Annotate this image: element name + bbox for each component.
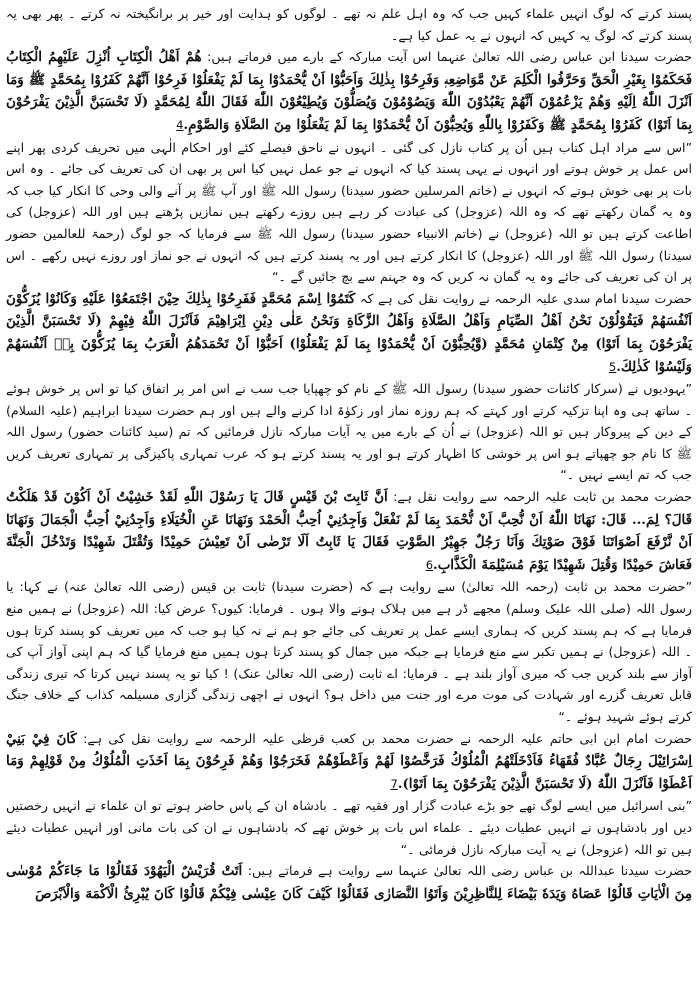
paragraph-intro <box>6 3 692 46</box>
urdu-text: حضرت محمد بن ثابت علیہ الرحمہ سے روایت نقل ہے: <box>393 489 692 505</box>
paragraph-translation <box>6 378 692 486</box>
arabic-text: هُمْ اَهْلُ الْكِتَابِ اُنْزِلَ عَلَيْهِمُ الْكِتَابُ فَحَكَمُوْا بِغَيْرِ الْحَقِّ وَحَرَّفُوا الْكَلِمَ عَنْ مَّوَاضِعِهٖ وَفَرِحُوْا بِذٰلِكَ وَاَحَبُّوْا اَنْ يُّحْمَدُوْا بِمَا لَمْ يَفْعَلُوْا فَرِحُوْا اَنَّهُمْ كَفَرُوْا بِمُحَمَّدٍ ﷺ وَمَا اَنْزَلَ اللّٰهُ اِلَيْهِ وَهُمْ يَزْعُمُوْنَ اَنَّهُمْ يَعْبُدُوْنَ اللّٰهَ وَيَصُوْمُوْنَ وَيُصَلُّوْنَ وَيُطِيْعُوْنَ اللّٰهَ فَقَالَ اللّٰهُ لِمُحَمَّدٍ (لَا تَحْسَبَنَّ الَّذِيْنَ يَفْرَحُوْنَ بِمَا اَتَوْا) كَفَرُوْا بِمُحَمَّدٍ ﷺ وَكَفَرُوْا بِاللّٰهِ وَيُحِبُّوْنَ اَنْ يُّحْمَدُوْا بِمَا لَمْ يَفْعَلُوْا مِنَ الصَّلَاةِ وَالصَّوْمِ. <box>6 49 692 133</box>
footnote-ref[interactable]: 5 <box>608 359 617 374</box>
paragraph-ibn-abbas-narration <box>6 46 692 136</box>
arabic-text: كَانَ فِيْ بَنِيْ اِسْرَائِيْلَ رِجَالٌ عُبَّادٌ فُقَهَاءُ فَاَدْخَلَتْهُمُ الْمُلُوْكُ فَرَخَّصُوْا لَهُمْ وَاَعْطَوْهُمْ فَخَرَجُوْا وَهُمْ فَرِحُوْنَ بِمَا اَخَذَتِ الْمُلُوْكُ مِنْ قَوْلِهِمْ وَمَا اَعْطَوْا فَاَنْزَلَ اللّٰهُ (لَا تَحْسَبَنَّ الَّذِيْنَ يَفْرَحُوْنَ بِمَا اَتَوْا). <box>6 730 692 792</box>
urdu-text: حضرت سیدنا عبداللہ بن عباس رضی اللہ تعالیٰ عنہما سے روایت ہے فرماتے ہیں: <box>247 863 692 879</box>
paragraph-ibn-abi-hatim-narration <box>6 728 692 796</box>
urdu-text: حضرت سیدنا ابن عباس رضی اللہ تعالیٰ عنہما اس آیت مبارکہ کے بارے میں فرماتے ہیں: <box>207 49 692 65</box>
paragraph-translation <box>6 137 692 288</box>
footnote-ref[interactable]: 4 <box>176 117 184 132</box>
urdu-text: حضرت سیدنا امام سدی علیہ الرحمہ نے روایت نقل کی ہے کہ <box>359 290 692 306</box>
paragraph-muhammad-bin-thabit-narration <box>6 486 692 576</box>
urdu-text: ”بنی اسرائیل میں ایسے لوگ تھے جو بڑے عبادت گزار اور فقیہ تھے ۔ بادشاہ ان کے پاس حاضر ہوتے تو ان علماء نے انہیں رخصتیں دیں اور بادشاہوں نے انہیں عطیات دیئے ۔ علماء اس بات پر خوش تھے کہ بادشاہوں نے ان کی بات مانی اور انہیں عطیات دیئے ہیں تو اللہ (عزوجل) نے یہ آیت مبارکہ نازل فرمائی ۔“ <box>6 798 692 857</box>
paragraph-abdullah-ibn-abbas-narration <box>6 860 692 905</box>
paragraph-suddi-narration <box>6 288 692 378</box>
footnote-ref[interactable]: 6 <box>425 557 434 572</box>
arabic-text: اَتَتْ قُرَيْشٌ الْيَهُوْدَ فَقَالُوْا مَا جَاءَكُمْ مُوْسٰى مِنَ الْاٰيَاتِ قَالُوْا عَصَاهُ وَيَدَهٗ بَيْضَاءَ لِلنَّاظِرِيْنَ وَاَتَوُا النَّصَارٰى فَقَالُوْا كَيْفَ كَانَ عِيْسٰى فِيْكُمْ قَالُوْا كَانَ يُبْرِئُ الْاَكْمَهَ وَالْاَبْرَصَ <box>6 863 692 902</box>
urdu-text: ”حضرت محمد بن ثابت (رحمہ اللہ تعالیٰ) سے روایت ہے کہ (حضرت سیدنا) ثابت بن قیس (رضی اللہ تعالیٰ عنہ) نے کہا: یا رسول اللہ (صلی اللہ علیک وسلم) مجھے ڈر ہے میں ہلاک ہونے والا ہوں ۔ فرمایا: کیوں؟ عرض کیا: اللہ (عزوجل) نے ہمیں منع فرمایا ہے کہ ہم پسند کریں کہ ہماری ایسے عمل پر تعریف کی جائے جو ہم نے نہ کیا ہو جب کہ میں تعریف کو پسند کرتا ہوں ۔ اللہ (عزوجل) نے ہمیں تکبر سے منع فرمایا ہے جبکہ میں جمال کو پسند کرتا ہوں ہمیں منع فرمایا گیا کہ ہم اپنی آواز آپ کی آواز سے بلند کریں جب کہ میری آواز بلند ہے ۔ فرمایا: اے ثابت (رضی اللہ تعالیٰ عنک) ! کیا تو یہ پسند نہیں کرتا کہ تیری زندگی قابل تعریف گزرے اور شہادت کی موت مرے اور جنت میں داخل ہو؟ انہوں نے اچھی زندگی گزاری مسیلمہ کذاب کے خلاف جنگ کرتے ہوئے شہید ہوئے ۔“ <box>6 579 692 724</box>
arabic-text: كَتَمُوْا اِسْمَ مُحَمَّدٍ فَفَرِحُوْا بِذٰلِكَ حِيْنَ اجْتَمَعُوْا عَلَيْهِ وَكَانُوْا يُزَكُّوْنَ اَنْفُسَهُمْ فَيَقُوْلُوْنَ نَحْنُ اَهْلُ الصِّيَامِ وَاَهْلُ الصَّلَاةِ وَاَهْلُ الزَّكَاةِ وَنَحْنُ عَلٰى دِيْنِ اِبْرَاهِيْمَ فَاَنْزَلَ اللّٰهُ فِيْهِمْ (لَا تَحْسَبَنَّ الَّذِيْنَ يَفْرَحُوْنَ بِمَا اَتَوْا) مِنْ كِتْمَانِ مُحَمَّدٍ (وَّيُحِبُّوْنَ اَنْ يُّحْمَدُوْا بِمَا لَمْ يَفْعَلُوْا) اَحَبُّوْا اَنْ تَحْمَدَهُمُ الْعَرَبُ بِمَا يُزَكُّوْنَ بِهٖ اَنْفُسَهُمْ وَلَيْسُوْا كَذٰلِكَ. <box>6 290 692 375</box>
paragraph-translation <box>6 795 692 860</box>
urdu-text: ”اس سے مراد اہل کتاب ہیں اُن پر کتاب نازل کی گئی ۔ انہوں نے ناحق فیصلے کئے اور احکام الٰہی میں تحریف کردی پھر اپنے اس عمل پر خوش ہوتے اور انہوں نے یہی پسند کیا کہ انہوں نے جو عمل نہیں کیا اس پر بھی ان کی تعریف کی جائے ۔ وہ اس بات پر بھی خوش ہوتے کہ انہوں نے (خاتم المرسلین حضور سیدنا) رسول اللہ ﷺ اور آپ ﷺ پر آنے والی وحی کا انکار کیا جب کہ وہ یہ گمان رکھتے تھے کہ وہ اللہ (عزوجل) کی عبادت کر رہے ہیں روزے رکھتے ہیں نمازیں پڑھتے ہیں اور اللہ (عزوجل) کی اطاعت کرتے ہیں تو اللہ (عزوجل) نے (خاتم الانبیاء حضور سیدنا) رسول اللہ ﷺ سے فرمایا کہ جو لوگ (رحمۃ للعالمین حضور سیدنا) رسول اللہ ﷺ اور اللہ (عزوجل) کا انکار کرتے ہیں اور یہ پسند کرتے ہیں کہ انہوں نے جو نماز اور روزے نہیں رکھے ۔ اس پر ان کی تعریف کی جائے وہ یہ گمان نہ کریں کہ وہ جہنم سے بچ جائیں گے ۔“ <box>6 139 692 285</box>
urdu-text: حضرت امام ابن ابی حاتم علیہ الرحمہ نے حضرت محمد بن کعب قرظی علیہ الرحمہ سے روایت نقل کی ہے: <box>83 730 692 746</box>
urdu-text: ”یہودیوں نے (سرکار کائنات حضور سیدنا) رسول اللہ ﷺ کے نام کو چھپایا جب سب نے اس امر پر اتفاق کیا تو اس پر خوش ہوئے ۔ ساتھ ہی وہ اپنا تزکیہ کرتے اور کہتے کہ ہم روزہ نماز اور زکوٰۃ ادا کرنے والے ہیں اور ہم حضرت سیدنا ابراہیم (علیہ السلام) کے دین کے پیروکار ہیں تو اللہ (عزوجل) نے اُن کے بارے میں یہ آیات مبارکہ نازل فرمائیں کہ تم (سید کائنات حضور) رسول اللہ ﷺ کا نام جو چھپاتے ہو اس پر خوشی کا اظہار کرتے ہو اور یہ پسند کرتے ہو کہ عرب تمہاری پاکیزگی پر تمہاری تعریف کریں جب کہ تم ایسے نہیں ۔“ <box>6 381 692 483</box>
paragraph-translation <box>6 576 692 727</box>
urdu-text: پسند کرتے کہ لوگ انہیں علماء کہیں جب کہ وہ اہل علم نہ تھے ۔ لوگوں کو ہدایت اور خیر پر برانگیختہ نہ کرتے ۔ پھر بھی یہ پسند کرتے کہ لوگ یہ کہیں کہ انہوں نے یہ عمل کیا ہے۔ <box>6 6 692 43</box>
arabic-text: اَنَّ ثَابِتَ بْنَ قَيْسٍ قَالَ يَا رَسُوْلَ اللّٰهِ لَقَدْ خَشِيْتُ اَنْ اَكُوْنَ قَدْ هَلَكْتُ قَالَ؟ لِمَ... قَالَ: نَهَانَا اللّٰهُ اَنْ نُّحِبَّ اَنْ نُّحْمَدَ بِمَا لَمْ نَفْعَلْ وَاَجِدُنِيْ اُحِبُّ الْحَمْدَ وَنَهَانَا عَنِ الْخُيَلَاءِ وَاَجِدُنِيْ اُحِبُّ الْجَمَالَ وَنَهَانَا اَنْ نَّرْفَعَ اَصْوَاتَنَا فَوْقَ صَوْتِكَ وَاَنَا رَجُلٌ جَهِيْرُ الصَّوْتِ فَقَالَ يَا ثَابِتُ اَلَا تَرْضٰى اَنْ تَعِيْشَ حَمِيْدًا وَتُقْتَلَ شَهِيْدًا وَتَدْخُلَ الْجَنَّةَ فَعَاشَ حَمِيْدًا وَقُتِلَ شَهِيْدًا يَوْمَ مُسَيْلِمَةَ الْكَذَّابِ. <box>6 489 692 573</box>
footnote-ref[interactable]: 7 <box>390 776 398 791</box>
